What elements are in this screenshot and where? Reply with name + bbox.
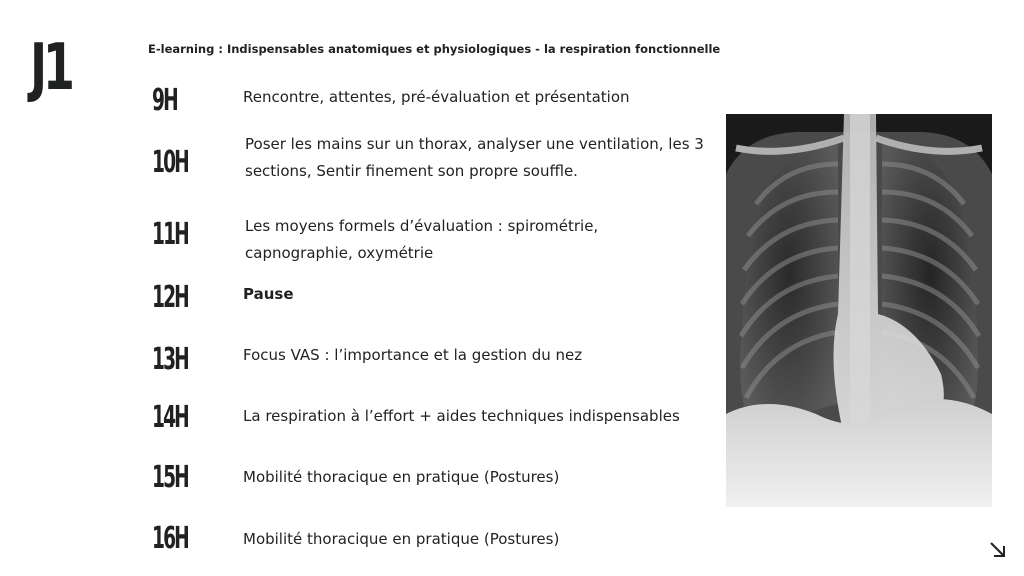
item-15h-text: Mobilité thoracique en pratique (Postures) [243, 468, 560, 486]
day-label: J1 [30, 31, 71, 105]
item-11h-text: Les moyens formels d’évaluation : spirométrie, capnographie, oxymétrie [245, 217, 599, 262]
hour-16h: 16H [152, 521, 188, 556]
item-10h-text: Poser les mains sur un thorax, analyser une ventilation, les 3 sections, Sentir finement son propre souffle. [245, 135, 704, 180]
hour-14h: 14H [152, 400, 188, 435]
hour-11h: 11H [152, 217, 188, 252]
hour-12h: 12H [152, 280, 188, 315]
hour-9h: 9H [152, 83, 177, 118]
hour-15h: 15H [152, 460, 188, 495]
item-16h-text: Mobilité thoracique en pratique (Postures) [243, 530, 560, 548]
page-subtitle: E-learning : Indispensables anatomiques et physiologiques - la respiration fonctionnelle [148, 42, 721, 56]
hour-10h: 10H [152, 145, 188, 180]
chest-xray-image [726, 114, 992, 507]
arrow-down-right-icon [988, 540, 1008, 560]
hour-13h: 13H [152, 342, 188, 377]
item-13h-text: Focus VAS : l’importance et la gestion du nez [243, 346, 583, 364]
item-12h-text: Pause [243, 285, 294, 303]
item-9h-text: Rencontre, attentes, pré-évaluation et présentation [243, 88, 630, 106]
item-14h-text: La respiration à l’effort + aides techniques indispensables [243, 407, 680, 425]
